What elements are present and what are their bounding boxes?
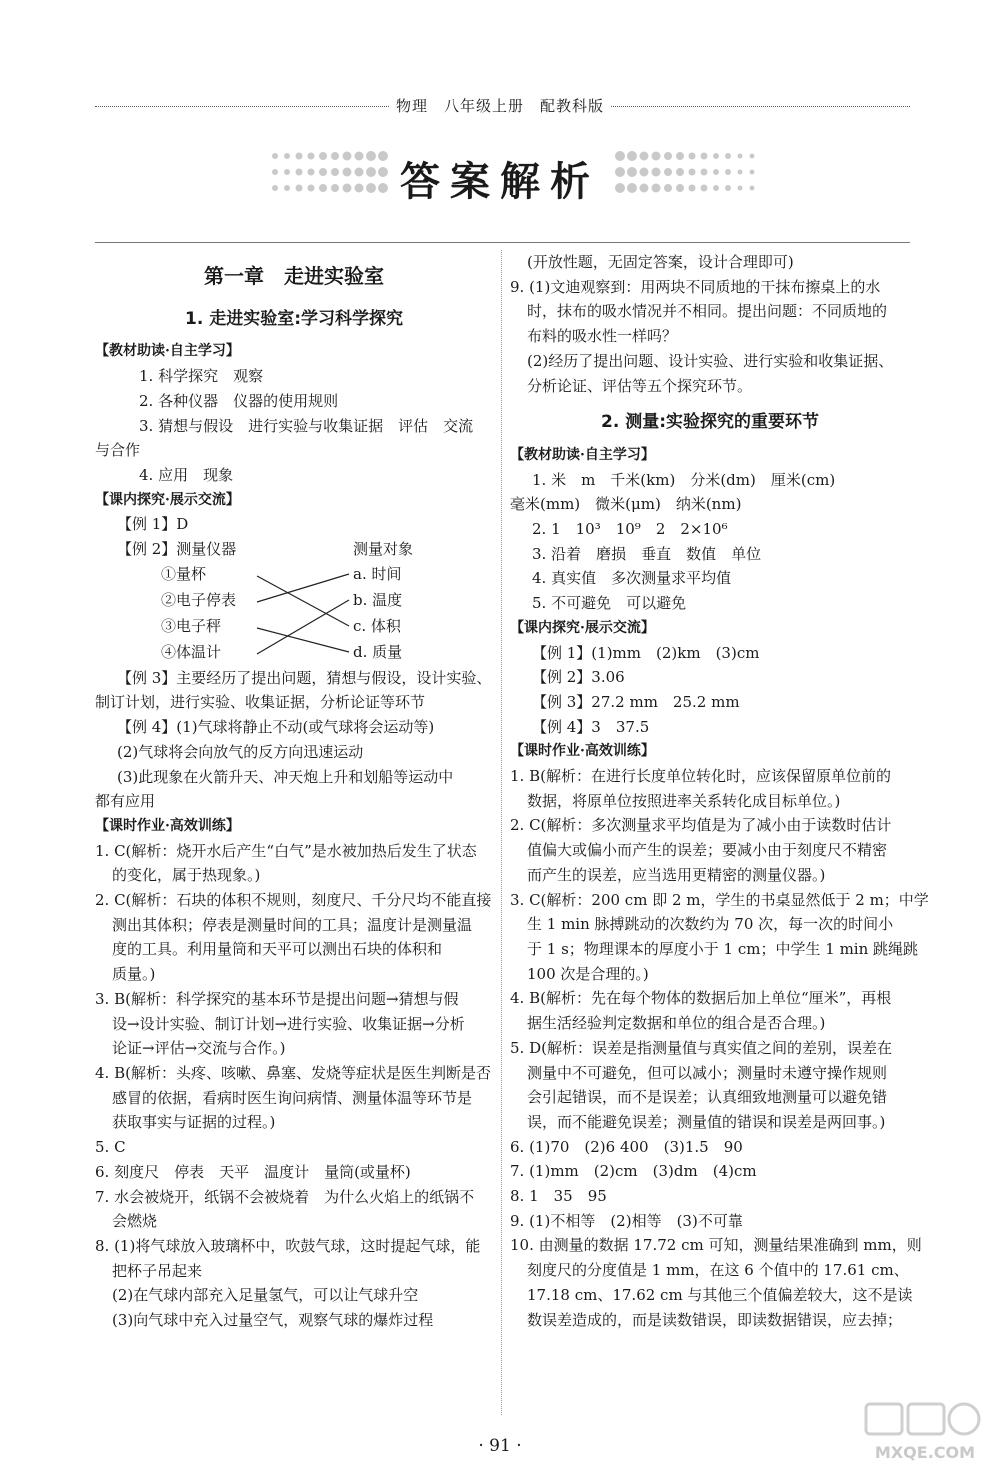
homework-answer: 17.18 cm、17.62 cm 与其他三个值偏差较大，这不是读: [527, 1285, 913, 1304]
answer-line: 5. 不可避免 可以避免: [532, 594, 687, 613]
homework-answer: 2. C(解析：石块的体积不规则，刻度尺、千分尺均不能直接: [95, 891, 492, 910]
homework-answer: 据生活经验判定数据和单位的组合是否合理。): [527, 1014, 826, 1033]
example-answer: 【例 3】27.2 mm 25.2 mm: [532, 692, 740, 711]
example-answer: 【例 4】3 37.5: [532, 717, 650, 736]
homework-answer: 7. 水会被烧开，纸锅不会被烧着 为什么火焰上的纸锅不: [95, 1187, 475, 1206]
homework-answer: 会燃烧: [112, 1212, 158, 1231]
homework-answer: 100 次是合理的。): [527, 964, 649, 983]
example-answer: [95, 537, 493, 562]
homework-answer: 而产生的误差，应当选用更精密的测量仪器。): [527, 865, 826, 884]
answer-line: 9. (1)文迪观察到：用两块不同质地的干抹布擦桌上的水: [510, 277, 881, 296]
homework-answer: 误，而不能避免误差；测量值的错误和误差是两回事。): [527, 1112, 886, 1131]
answer-line: 3. 沿着 磨损 垂直 数值 单位: [532, 544, 762, 563]
example-answer: 制订计划，进行实验、收集证据，分析论证等环节: [95, 693, 426, 712]
homework-answer: 1. C(解析：烧开水后产生“白气”是水被加热后发生了状态: [95, 841, 477, 860]
homework-answer: 9. (1)不相等 (2)相等 (3)不可靠: [510, 1211, 743, 1230]
homework-answer: 质量。): [112, 965, 156, 984]
answer-line: (开放性题，无固定答案，设计合理即可): [527, 253, 794, 271]
homework-answer: 3. C(解析：200 cm 即 2 m，学生的书桌显然低于 2 m；中学: [510, 890, 929, 909]
example-answer: (2)气球将会向放气的反方向迅速运动: [117, 742, 364, 761]
quantity-label: c. 体积: [353, 616, 401, 635]
homework-answer: 3. B(解析：科学探究的基本环节是提出问题→猜想与假: [95, 989, 459, 1008]
right-column: [510, 250, 929, 1332]
answer-line: 2. 各种仪器 仪器的使用规则: [139, 391, 339, 410]
section-heading: 【课时作业·高效训练】: [95, 817, 240, 834]
homework-answer: 论证→评估→交流与合作。): [112, 1039, 286, 1058]
left-column: [95, 250, 493, 1333]
example-answer: (3)此现象在火箭升天、冲天炮上升和划船等运动中: [117, 767, 454, 786]
instrument-label: ①量杯: [161, 564, 207, 583]
homework-answer: 会引起错误，而不是误差；认真细致地测量可以避免错: [527, 1088, 888, 1107]
watermark-logo: [860, 1398, 990, 1466]
homework-answer: 4. B(解析：头疼、咳嗽、鼻塞、发烧等症状是医生判断是否: [95, 1063, 491, 1082]
section-heading: 【教材助读·自主学习】: [95, 343, 240, 360]
title-rule: [95, 242, 910, 243]
homework-answer: 于 1 s；物理课本的厚度小于 1 cm；中学生 1 min 跳绳跳: [527, 939, 919, 958]
match-line-3d: [257, 628, 349, 652]
homework-answer: 8. 1 35 95: [510, 1187, 607, 1206]
answer-line: 3. 猜想与假设 进行实验与收集证据 评估 交流: [139, 416, 474, 435]
homework-answer: 6. 刻度尺 停表 天平 温度计 量筒(或量杯): [95, 1162, 411, 1181]
homework-answer: 把杯子吊起来: [112, 1261, 203, 1280]
homework-answer: 6. (1)70 (2)6 400 (3)1.5 90: [510, 1137, 743, 1156]
instrument-label: ③电子秤: [161, 616, 222, 635]
homework-answer: 数据，将原单位按照进率关系转化成目标单位。): [527, 791, 841, 810]
answer-line: 1. 科学探究 观察: [139, 367, 264, 386]
answer-line: (2)经历了提出问题、设计实验、进行实验和收集证据、: [527, 351, 894, 370]
matching-lines: [255, 562, 353, 666]
lesson-title: 1. 走进实验室:学习科学探究: [184, 308, 403, 329]
watermark-text: MXQE.COM: [874, 1443, 976, 1462]
answer-line: 与合作: [95, 441, 141, 460]
answer-line: 4. 应用 现象: [139, 465, 234, 484]
example-answer: 【例 2】3.06: [532, 668, 625, 687]
match-line-1c: [257, 576, 349, 626]
homework-answer: 数误差造成的，而是读数错误，即读数据错误，应去掉；: [527, 1310, 903, 1329]
homework-answer: 测量中不可避免，但可以减小；测量时未遵守操作规则: [527, 1063, 888, 1082]
page-title: 答案解析: [400, 159, 600, 205]
homework-answer: (3)向气球中充入过量空气，观察气球的爆炸过程: [112, 1311, 434, 1330]
homework-answer: 测出其体积；停表是测量时间的工具；温度计是测量温: [112, 915, 473, 934]
homework-answer: 感冒的依据，看病时医生询问病情、测量体温等环节是: [112, 1088, 473, 1107]
example-answer: 【例 1】(1)mm (2)km (3)cm: [532, 643, 760, 662]
matching-diagram: [95, 562, 493, 666]
page-number: · 91 ·: [478, 1436, 522, 1456]
answer-line: 1. 米 m 千米(km) 分米(dm) 厘米(cm): [532, 470, 836, 489]
example-answer: 【例 1】D: [117, 515, 189, 534]
example-answer: 【例 3】主要经历了提出问题，猜想与假设，设计实验、: [117, 668, 492, 687]
homework-answer: 值偏大或偏小而产生的误差；要减小由于刻度尺不精密: [527, 841, 888, 860]
instrument-label: ②电子停表: [161, 590, 237, 609]
match-line-4b: [257, 600, 349, 654]
homework-answer: 5. D(解析：误差是指测量值与真实值之间的差别，误差在: [510, 1038, 892, 1057]
instrument-label: ④体温计: [161, 642, 222, 661]
match-header-left: 【例 2】测量仪器: [117, 540, 237, 559]
example-answer: 都有应用: [95, 792, 156, 811]
homework-answer: 获取事实与证据的过程。): [112, 1113, 276, 1132]
homework-answer: 1. B(解析：在进行长度单位转化时，应该保留原单位前的: [510, 767, 891, 786]
homework-answer: 5. C: [95, 1138, 126, 1157]
example-answer: 【例 4】(1)气球将静止不动(或气球将会运动等): [117, 718, 435, 737]
quantity-label: b. 温度: [353, 590, 403, 609]
title-dot-decoration-right: [612, 150, 772, 195]
section-heading: 【课时作业·高效训练】: [510, 743, 655, 760]
section-heading: 【课内探究·展示交流】: [510, 619, 655, 636]
homework-answer: 2. C(解析：多次测量求平均值是为了减小由于读数时估计: [510, 816, 892, 835]
homework-answer: 10. 由测量的数据 17.72 cm 可知，测量结果准确到 mm，则: [510, 1236, 922, 1255]
answer-line: 4. 真实值 多次测量求平均值: [532, 569, 732, 588]
homework-answer: (2)在气球内部充入足量氢气，可以让气球升空: [112, 1286, 419, 1305]
answer-line: 时，抹布的吸水情况并不相同。提出问题：不同质地的: [527, 302, 888, 321]
homework-answer: 7. (1)mm (2)cm (3)dm (4)cm: [510, 1162, 757, 1181]
homework-answer: 刻度尺的分度值是 1 mm，在这 6 个值中的 17.61 cm、: [527, 1261, 909, 1280]
homework-answer: 度的工具。利用量筒和天平可以测出石块的体积和: [112, 940, 443, 959]
column-divider: [501, 250, 502, 1415]
chapter-title: 第一章 走进实验室: [204, 264, 384, 288]
homework-answer: 4. B(解析：先在每个物体的数据后加上单位“厘米”，再根: [510, 989, 892, 1008]
answer-line: 2. 1 10³ 10⁹ 2 2×10⁶: [532, 520, 728, 539]
match-line-2a: [257, 574, 349, 602]
section-heading: 【课内探究·展示交流】: [95, 491, 240, 508]
lesson-title: 2. 测量:实验探究的重要环节: [600, 412, 819, 433]
homework-answer: 的变化，属于热现象。): [112, 866, 261, 885]
answer-line: 分析论证、评估等五个探究环节。: [527, 376, 753, 395]
homework-answer: 生 1 min 脉搏跳动的次数约为 70 次，每一次的时间小: [527, 915, 894, 934]
running-header: 物理 八年级上册 配教科版: [0, 95, 1000, 116]
quantity-label: a. 时间: [353, 564, 402, 583]
answer-line: 毫米(mm) 微米(μm) 纳米(nm): [510, 495, 742, 514]
homework-answer: 设→设计实验、制订计划→进行实验、收集证据→分析: [112, 1014, 465, 1033]
quantity-label: d. 质量: [353, 642, 403, 661]
section-heading: 【教材助读·自主学习】: [510, 446, 655, 463]
homework-answer: 8. (1)将气球放入玻璃杯中，吹鼓气球，这时提起气球，能: [95, 1236, 481, 1255]
match-header-right: 测量对象: [353, 540, 414, 559]
answer-line: 布料的吸水性一样吗？: [527, 327, 678, 346]
